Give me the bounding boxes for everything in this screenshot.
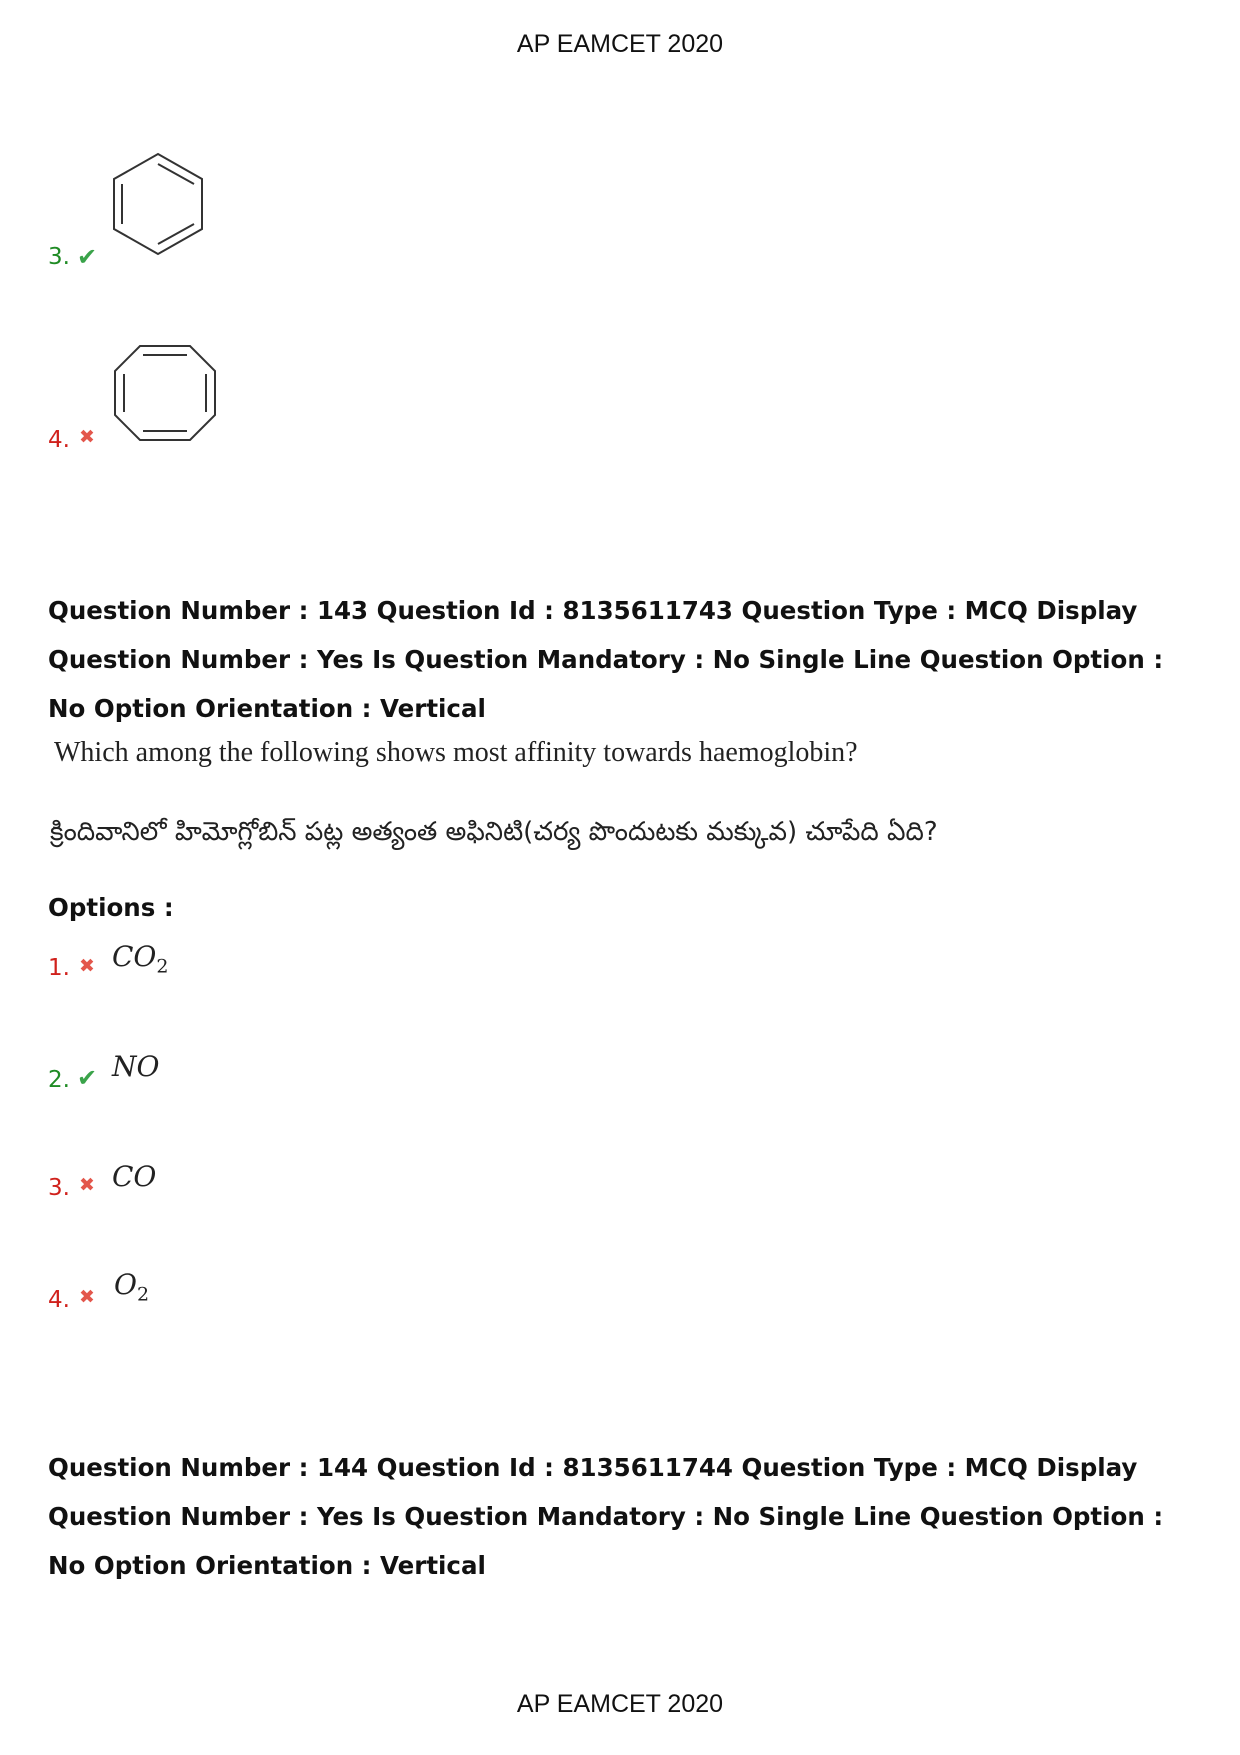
cyclooctatetraene-structure	[112, 343, 218, 443]
page-header: AP EAMCET 2020	[516, 30, 724, 58]
option-formula: $CO_2$	[112, 940, 169, 978]
option-number: 4.	[48, 1287, 70, 1313]
question-text-telugu: క్రిందివానిలో హిమోగ్లోబిన్ పట్ల అత్యంత అఫినిటి(చర్య పొందుటకు మక్కువ) చూపేది ఏది?	[50, 817, 938, 847]
question-text-english: Which among the following shows most affinity towards haemoglobin?	[54, 737, 858, 768]
cross-mark-icon: ✖	[79, 955, 95, 977]
option-number: 3.	[48, 1175, 70, 1201]
cross-mark-icon: ✖	[79, 426, 95, 448]
cross-mark-icon: ✖	[79, 1286, 95, 1308]
option-formula: $O_2$	[114, 1268, 150, 1306]
option-number: 4.	[48, 427, 70, 453]
page-footer: AP EAMCET 2020	[516, 1690, 724, 1718]
question-metadata: Question Number : 143 Question Id : 8135611743 Question Type : MCQ Display Question Number : Yes Is Question Mandatory : No Single Line Question Option : No Option Orientation : Vertical	[48, 596, 1164, 723]
option-number: 2.	[48, 1067, 70, 1093]
option-formula: NO	[112, 1050, 160, 1083]
check-mark-icon: ✔	[77, 1064, 98, 1092]
cross-mark-icon: ✖	[79, 1174, 95, 1196]
option-number: 1.	[48, 955, 70, 981]
option-number: 3.	[48, 244, 70, 270]
benzene-structure	[108, 150, 208, 260]
options-label: Options :	[48, 893, 174, 922]
check-mark-icon: ✔	[77, 243, 98, 271]
question-metadata: Question Number : 144 Question Id : 8135611744 Question Type : MCQ Display Question Number : Yes Is Question Mandatory : No Single Line Question Option : No Option Orientation : Vertical	[48, 1453, 1164, 1580]
option-formula: CO	[112, 1160, 157, 1193]
